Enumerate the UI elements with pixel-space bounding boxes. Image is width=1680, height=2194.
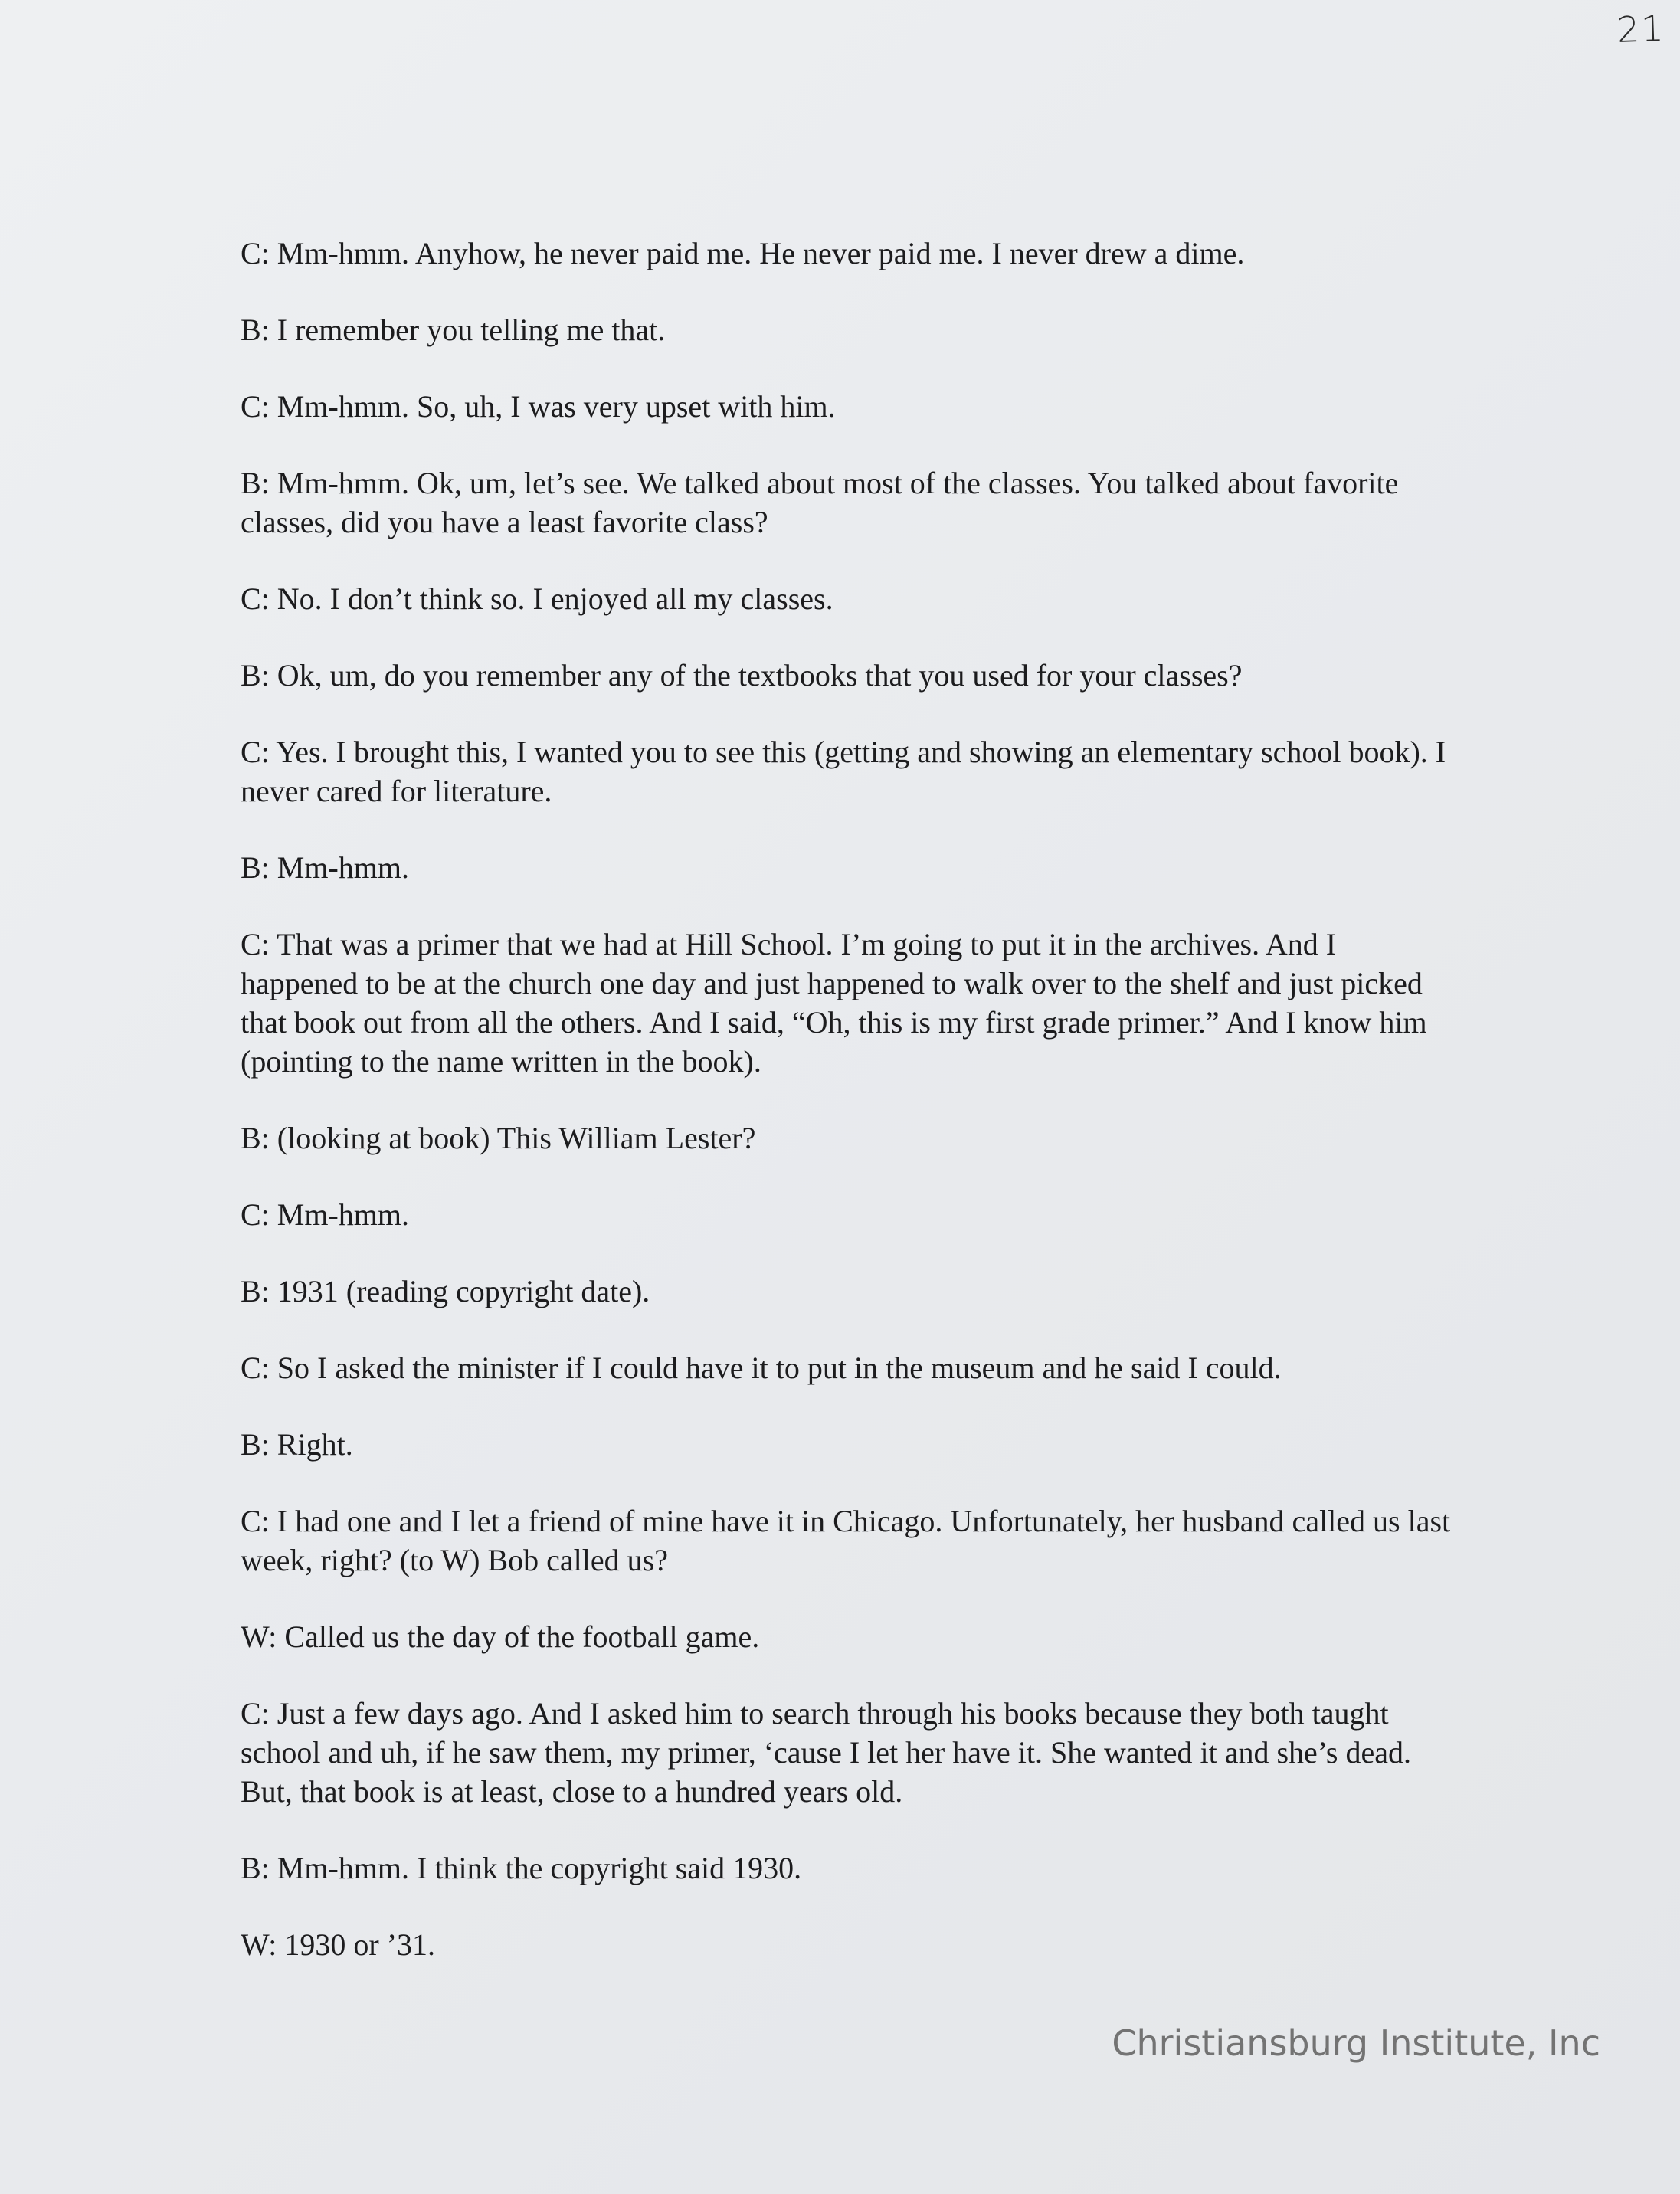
transcript-turn: W: Called us the day of the football game. (241, 1619, 760, 1654)
transcript-turn: C: Mm-hmm. So, uh, I was very upset with him. (241, 389, 836, 424)
transcript-turn: C: So I asked the minister if I could have it to put in the museum and he said I could. (241, 1351, 1282, 1385)
transcript-turn: B: Mm-hmm. (241, 850, 410, 885)
transcript-turn: C: Mm-hmm. Anyhow, he never paid me. He never paid me. I never drew a dime. (241, 236, 1245, 270)
handwritten-page-number: 21 (1616, 7, 1666, 51)
transcript-turn: B: Ok, um, do you remember any of the textbooks that you used for your classes? (241, 658, 1243, 693)
transcript-turn: C: No. I don’t think so. I enjoyed all my classes. (241, 581, 833, 616)
transcript-turn: W: 1930 or ’31. (241, 1927, 436, 1962)
transcript-turn: B: I remember you telling me that. (241, 313, 666, 347)
transcript-turn: B: 1931 (reading copyright date). (241, 1274, 650, 1308)
transcript-turn: B: Mm-hmm. I think the copyright said 1930. (241, 1851, 802, 1885)
transcript-turn: C: That was a primer that we had at Hill School. I’m going to put it in the archives. And I happened to be at the church one day and just happened to walk over to the shelf and just picked that book out from all the others. And I said, “Oh, this is my first grade primer.” And I know him (pointing to the name written in the book). (241, 927, 1427, 1079)
watermark-text: Christiansburg Institute, Inc (1112, 2022, 1600, 2064)
transcript-turn: C: Just a few days ago. And I asked him to search through his books because they both taught school and uh, if he saw them, my primer, ‘cause I let her have it. She wanted it and she’s dead. But, that book is at least, close to a hundred years old. (241, 1696, 1411, 1809)
transcript-turn: C: I had one and I let a friend of mine have it in Chicago. Unfortunately, her husband called us last week, right? (to W) Bob called us? (241, 1504, 1451, 1577)
transcript-turn: B: (looking at book) This William Lester? (241, 1121, 756, 1155)
transcript-turn: C: Yes. I brought this, I wanted you to see this (getting and showing an elementary school book). I never cared for literature. (241, 735, 1446, 808)
transcript-body (241, 234, 1451, 2002)
transcript-turn: B: Mm-hmm. Ok, um, let’s see. We talked about most of the classes. You talked about favorite classes, did you have a least favorite class? (241, 466, 1399, 539)
transcript-turn: B: Right. (241, 1427, 353, 1462)
transcript-turn: C: Mm-hmm. (241, 1197, 410, 1232)
